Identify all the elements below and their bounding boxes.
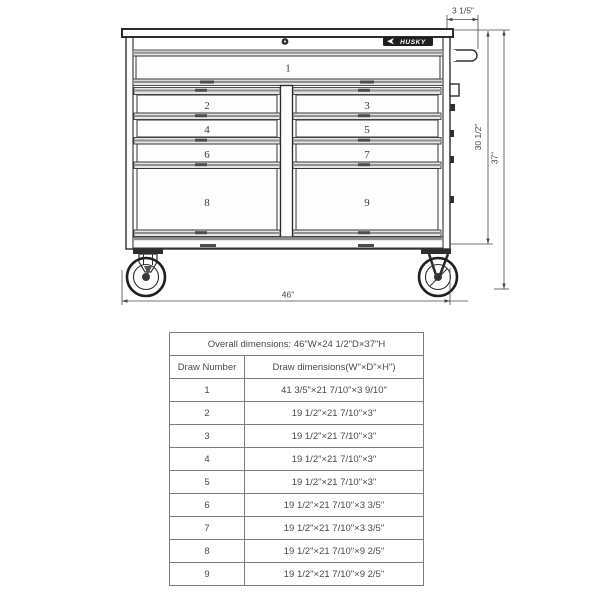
drawer-7-number: 7 [364, 149, 370, 161]
dim-overall-height [490, 30, 510, 289]
dim-handle-depth [447, 6, 478, 50]
side-brackets [450, 84, 459, 203]
drawer-5-number: 5 [364, 124, 370, 136]
draw-dims-cell: 19 1/2"×21 7/10"×9 2/5" [245, 563, 424, 586]
drawer-8-number: 8 [204, 197, 210, 209]
drawer-9-number: 9 [364, 197, 370, 209]
drawer-6 [137, 144, 277, 162]
drawer-2-number: 2 [204, 100, 210, 112]
col-header-draw-number: Draw Number [170, 356, 245, 379]
table-row [170, 494, 424, 517]
dim-overall-width-label: 46" [281, 289, 295, 300]
draw-number-cell: 1 [170, 379, 245, 402]
header-row [170, 356, 424, 379]
draw-number-cell: 2 [170, 402, 245, 425]
drawer-8 [137, 169, 277, 231]
side-handle [450, 50, 477, 61]
drawer-4-number: 4 [204, 124, 210, 136]
drawer-3 [296, 95, 438, 113]
draw-number-cell: 4 [170, 448, 245, 471]
dim-overall-height-label: 37" [489, 151, 500, 165]
table-row [170, 540, 424, 563]
top-cap [122, 29, 453, 37]
drawer-1-number: 1 [285, 62, 291, 75]
dim-handle-depth-label: 3 1/5" [452, 5, 474, 16]
husky-logo [383, 37, 433, 47]
draw-dims-cell: 19 1/2"×21 7/10"×9 2/5" [245, 540, 424, 563]
drawer-3-number: 3 [364, 100, 370, 112]
draw-dims-cell: 19 1/2"×21 7/10"×3" [245, 402, 424, 425]
drawer-4 [137, 120, 277, 137]
table-row [170, 379, 424, 402]
table-row [170, 517, 424, 540]
draw-number-cell: 9 [170, 563, 245, 586]
draw-number-cell: 7 [170, 517, 245, 540]
drawer-2 [137, 95, 277, 113]
draw-dims-cell: 19 1/2"×21 7/10"×3" [245, 425, 424, 448]
draw-dims-cell: 19 1/2"×21 7/10"×3 3/5" [245, 494, 424, 517]
center-divider [281, 86, 293, 238]
caster-right [419, 249, 457, 296]
draw-dims-cell: 19 1/2"×21 7/10"×3 3/5" [245, 517, 424, 540]
drawer-1 [136, 56, 440, 79]
draw-number-cell: 3 [170, 425, 245, 448]
dim-overall-width [122, 268, 468, 305]
drawer-7 [296, 144, 438, 162]
drawer-5 [296, 120, 438, 137]
col-header-draw-dimensions: Draw dimensions(W"×D"×H") [245, 356, 424, 379]
overall-dimensions-row [170, 333, 424, 356]
base-strip [133, 237, 443, 248]
draw-dims-cell: 19 1/2"×21 7/10"×3" [245, 448, 424, 471]
draw-number-cell: 6 [170, 494, 245, 517]
caster-left [127, 249, 165, 296]
table-row [170, 402, 424, 425]
draw-number-cell: 8 [170, 540, 245, 563]
dim-cabinet-height [451, 31, 493, 244]
spec-table [169, 332, 424, 586]
draw-dims-cell: 41 3/5"×21 7/10"×3 9/10" [245, 379, 424, 402]
table-row [170, 448, 424, 471]
overall-dimensions-text: Overall dimensions: 46"W×24 1/2"D×37"H [170, 333, 424, 356]
lock-keyhole [284, 41, 286, 43]
draw-number-cell: 5 [170, 471, 245, 494]
drawer-6-number: 6 [204, 149, 210, 161]
dim-cabinet-height-label: 30 1/2" [473, 123, 483, 151]
table-row [170, 563, 424, 586]
table-row [170, 471, 424, 494]
husky-logo-text: HUSKY [400, 39, 426, 46]
drawer-9 [296, 169, 438, 231]
draw-dims-cell: 19 1/2"×21 7/10"×3" [245, 471, 424, 494]
table-row [170, 425, 424, 448]
